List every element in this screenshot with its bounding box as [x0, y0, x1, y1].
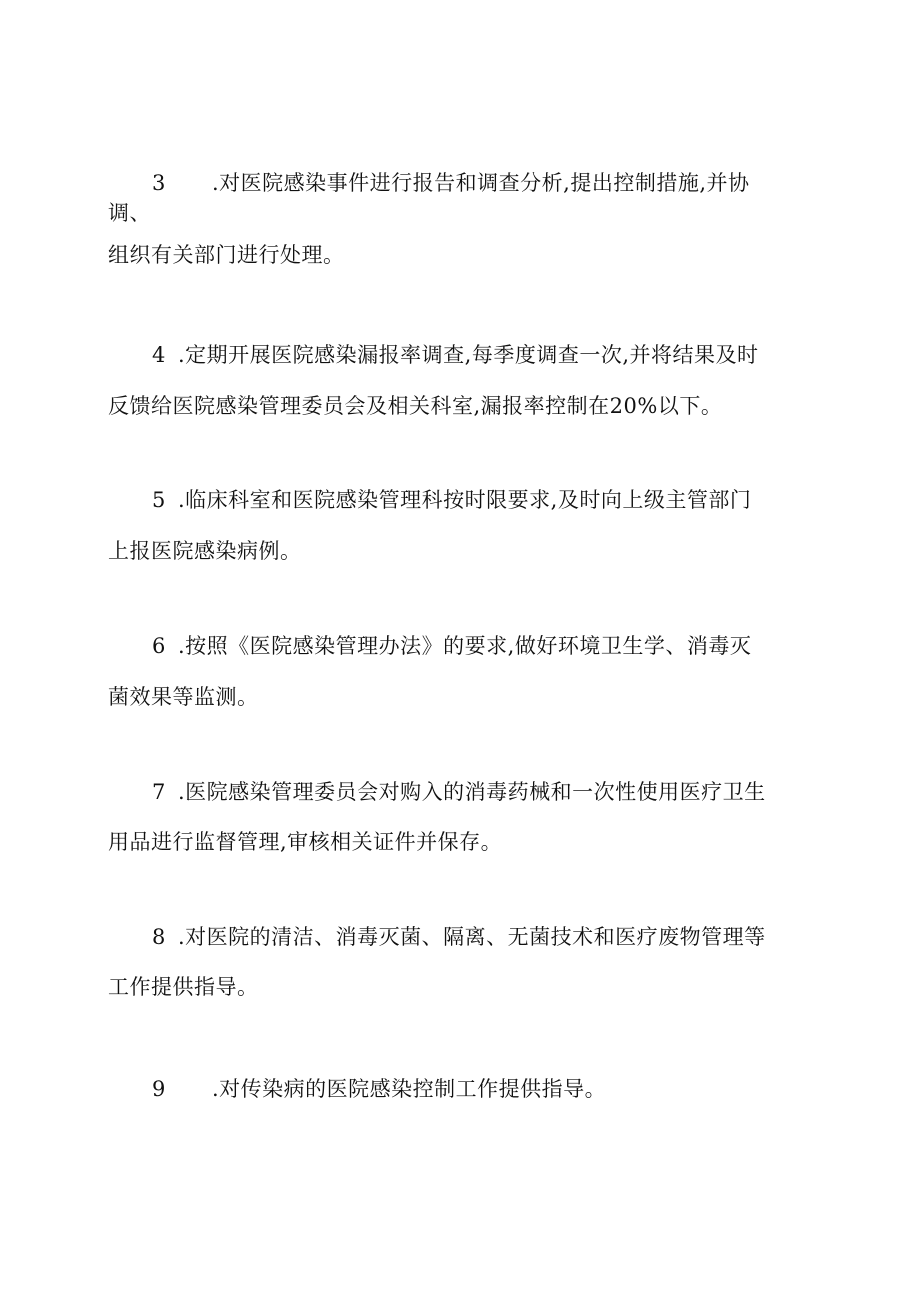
item-number: 3	[152, 171, 166, 195]
item-text-line: .医院感染管理委员会对购入的消毒药械和一次性使用医疗卫生	[178, 780, 766, 804]
item-text-line: .对医院感染事件进行报告和调查分析,提出控制措施,并协	[212, 171, 750, 195]
item-text-line: 用品进行监督管理,审核相关证件并保存。	[108, 830, 503, 854]
item-text-line: .临床科室和医院感染管理科按时限要求,及时向上级主管部门	[178, 488, 752, 512]
item-text-line: 反馈给医院感染管理委员会及相关科室,漏报率控制在20%以下。	[108, 394, 723, 418]
item-text-line: 工作提供指导。	[108, 975, 259, 999]
item-text-line: .按照《医院感染管理办法》的要求,做好环境卫生学、消毒灭	[178, 634, 752, 658]
item-text-line: .定期开展医院感染漏报率调查,每季度调查一次,并将结果及时	[178, 343, 759, 367]
item-text-line: .对传染病的医院感染控制工作提供指导。	[212, 1077, 607, 1101]
item-text-line: 组织有关部门进行处理。	[108, 243, 345, 267]
item-text-line: 上报医院感染病例。	[108, 539, 302, 563]
item-number: 9	[152, 1077, 166, 1101]
item-number: 4	[152, 343, 166, 367]
item-number: 7	[152, 780, 166, 804]
item-text-line: .对医院的清洁、消毒灭菌、隔离、无菌技术和医疗废物管理等	[178, 925, 766, 949]
item-text-line: 菌效果等监测。	[108, 685, 259, 709]
item-number: 6	[152, 634, 166, 658]
item-number: 5	[152, 488, 166, 512]
item-number: 8	[152, 925, 166, 949]
item-text-line: 调、	[108, 201, 151, 225]
